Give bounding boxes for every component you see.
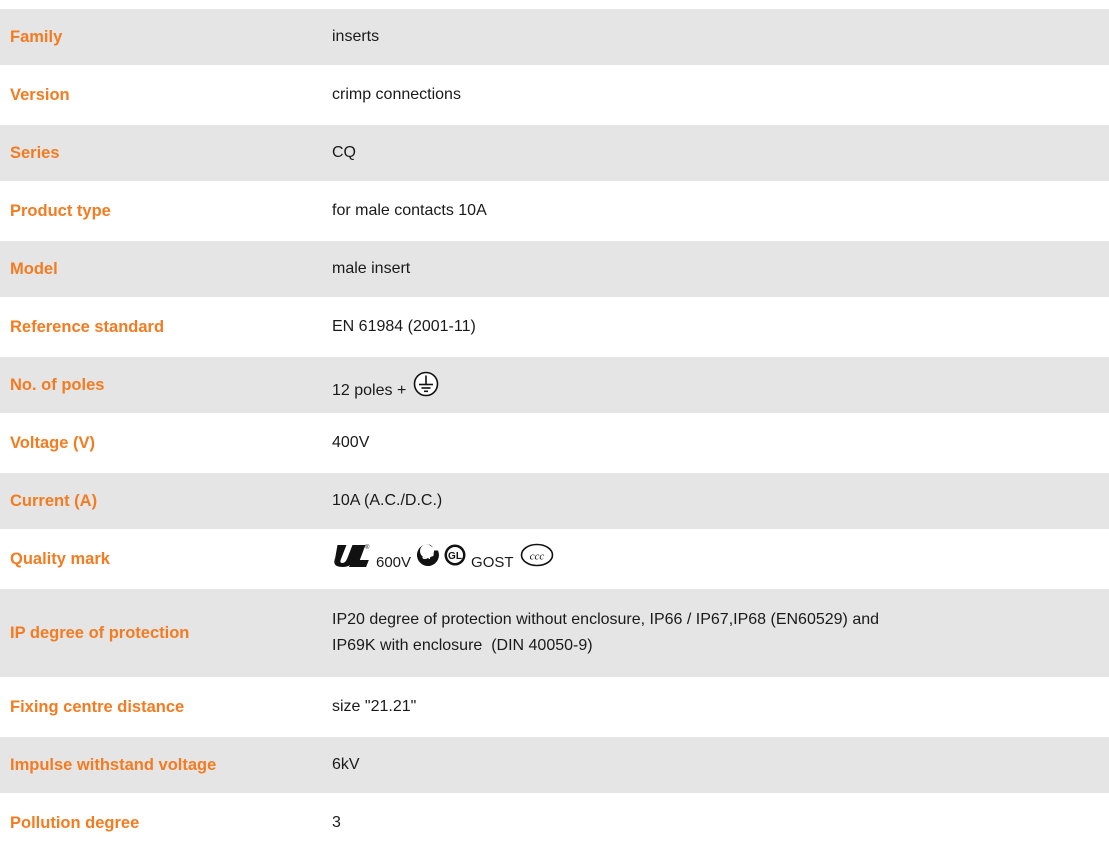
spec-value: size "21.21" [332, 698, 417, 715]
spec-value: crimp connections [332, 86, 461, 103]
spec-value [332, 607, 1109, 659]
ccc-icon [520, 543, 554, 576]
spec-label: Reference standard [10, 317, 165, 336]
ul-recognized-icon [332, 542, 370, 577]
spec-value: for male contacts 10A [332, 202, 487, 219]
spec-row-impulse-withstand-voltage [0, 737, 1109, 793]
spec-row-pollution-degree [0, 795, 1109, 851]
spec-label: No. of poles [10, 375, 105, 394]
spec-table [0, 9, 1109, 853]
csa-icon [415, 542, 441, 577]
spec-label: Impulse withstand voltage [10, 755, 217, 774]
spec-value: 400V [332, 434, 370, 451]
poles-text: 12 poles + [332, 381, 407, 399]
spec-label: Model [10, 259, 58, 278]
germanischer-lloyd-icon [443, 543, 467, 576]
spec-value-line: IP20 degree of protection without enclosure, IP66 / IP67,IP68 (EN60529) and [332, 611, 880, 628]
svg-text:ccc: ccc [529, 550, 544, 562]
spec-value: CQ [332, 144, 356, 161]
spec-value: EN 61984 (2001-11) [332, 318, 476, 335]
protective-earth-icon [413, 371, 439, 406]
spec-label: Current (A) [10, 491, 98, 510]
svg-text:®: ® [365, 544, 370, 551]
spec-row-reference-standard [0, 299, 1109, 355]
spec-row-version [0, 67, 1109, 123]
spec-value: 10A (A.C./D.C.) [332, 492, 443, 509]
spec-label: Family [10, 27, 63, 46]
spec-value [332, 368, 1109, 403]
svg-text:GL: GL [448, 550, 462, 562]
spec-row-family [0, 9, 1109, 65]
spec-label: Pollution degree [10, 813, 140, 832]
spec-label: Voltage (V) [10, 433, 95, 452]
spec-label: Version [10, 85, 70, 104]
spec-row-current [0, 473, 1109, 529]
spec-row-ip-degree [0, 589, 1109, 677]
spec-value: male insert [332, 260, 411, 277]
spec-label: Fixing centre distance [10, 697, 185, 716]
spec-label: Product type [10, 201, 111, 220]
spec-label: Quality mark [10, 549, 110, 568]
spec-row-product-type [0, 183, 1109, 239]
quality-mark-gost: GOST [471, 554, 514, 571]
svg-text:SP: SP [422, 550, 435, 561]
spec-row-model [0, 241, 1109, 297]
spec-row-fixing-centre-distance [0, 679, 1109, 735]
spec-label: IP degree of protection [10, 623, 190, 642]
spec-value [332, 542, 1109, 577]
spec-value: inserts [332, 28, 380, 45]
spec-value-line: IP69K with enclosure (DIN 40050-9) [332, 637, 593, 654]
spec-row-series [0, 125, 1109, 181]
quality-mark-voltage: 600V [376, 554, 412, 571]
spec-row-no-of-poles [0, 357, 1109, 413]
spec-label: Series [10, 143, 60, 162]
spec-row-voltage [0, 415, 1109, 471]
spec-value: 6kV [332, 756, 360, 773]
spec-row-quality-mark [0, 531, 1109, 587]
spec-value: 3 [332, 814, 341, 831]
